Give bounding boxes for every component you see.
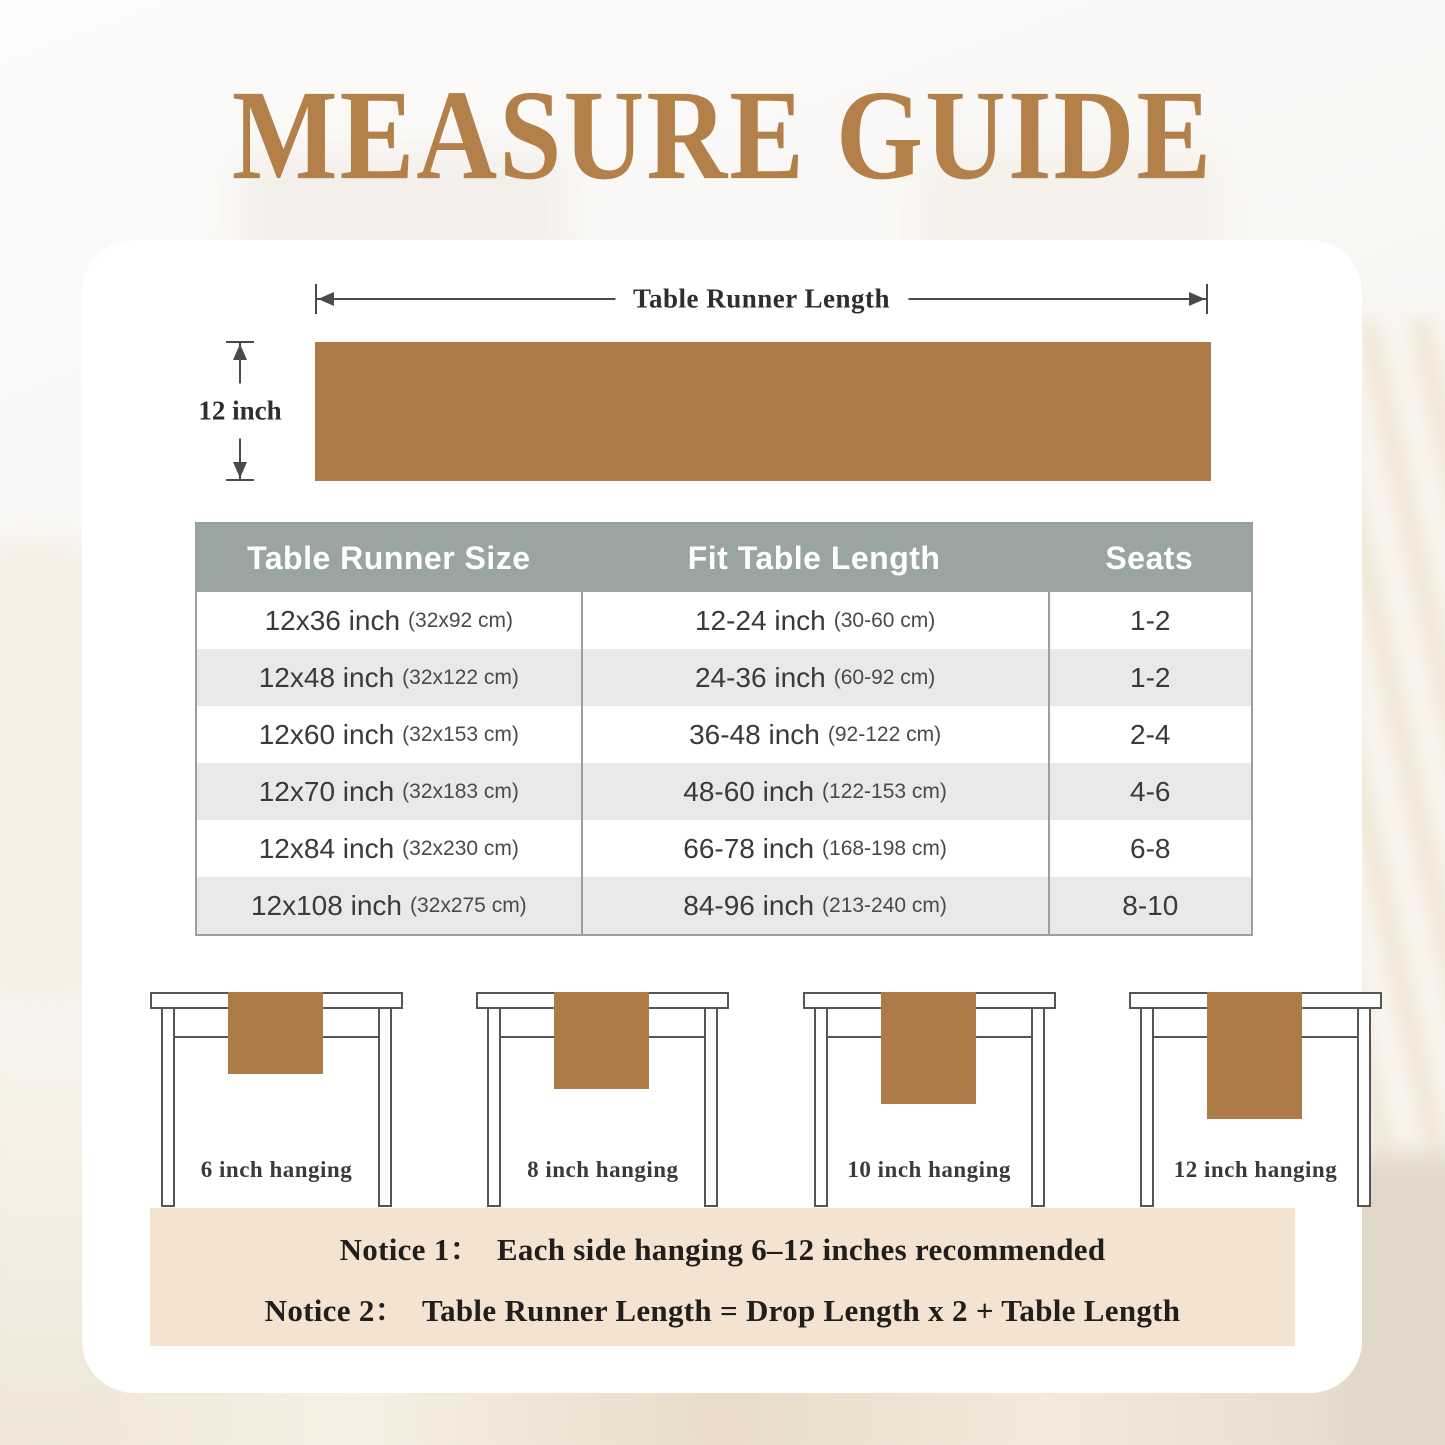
- runner-drape: [228, 992, 323, 1074]
- table-row: [197, 763, 1251, 820]
- runner-size-value: 12x70 inch: [258, 775, 395, 807]
- size-table-header: [197, 524, 1251, 592]
- length-dimension: [315, 284, 1208, 314]
- notice-text: Table Runner Length = Drop Length x 2 + Table Length: [421, 1293, 1181, 1328]
- fit-length-value: 24-36 inch: [694, 661, 826, 693]
- runner-size-cell: [197, 592, 581, 649]
- runner-size-value: 12x48 inch: [258, 661, 395, 693]
- seats-cell: [1048, 706, 1251, 763]
- seats-cell: [1048, 820, 1251, 877]
- seats-value: 4-6: [1130, 775, 1171, 807]
- runner-swatch: [315, 342, 1211, 481]
- fit-length-cm-value: (168-198 cm): [822, 836, 947, 860]
- table-illustration: [803, 992, 1056, 1232]
- fit-length-value: 36-48 inch: [689, 718, 820, 750]
- runner-size-cm-value: (32x153 cm): [402, 722, 519, 746]
- fit-length-value: 48-60 inch: [683, 775, 815, 807]
- table-illustration: [476, 992, 729, 1232]
- notice-label: Notice 1：: [339, 1232, 481, 1267]
- table-row: [197, 649, 1251, 706]
- fit-length-value: 12-24 inch: [694, 604, 826, 636]
- runner-drape: [881, 992, 976, 1104]
- runner-size-cm-value: (32x92 cm): [408, 608, 514, 632]
- fit-length-cm-value: (30-60 cm): [833, 608, 936, 632]
- fit-length-cell: [581, 820, 1048, 877]
- background-blur-table-left: [0, 540, 95, 1000]
- header-cell-fit-length: Fit Table Length: [687, 539, 941, 576]
- table-row: [197, 820, 1251, 877]
- table-row: [197, 706, 1251, 763]
- runner-size-cell: [197, 877, 581, 934]
- seats-cell: [1048, 649, 1251, 706]
- runner-size-value: 12x84 inch: [258, 832, 395, 864]
- table-illustration: [1129, 992, 1382, 1232]
- fit-length-cell: [581, 706, 1048, 763]
- hanging-label: 10 inch hanging: [847, 1157, 1011, 1182]
- seats-value: 1-2: [1130, 604, 1171, 636]
- fit-length-cm-value: (60-92 cm): [833, 665, 936, 689]
- runner-size-value: 12x36 inch: [264, 604, 401, 636]
- runner-size-value: 12x108 inch: [250, 889, 402, 921]
- width-dimension: [198, 341, 282, 481]
- notice-label: Notice 2：: [264, 1293, 406, 1328]
- hanging-label: 6 inch hanging: [200, 1157, 353, 1182]
- right-arrowhead-icon: [1189, 292, 1205, 306]
- runner-drape: [554, 992, 649, 1089]
- seats-value: 6-8: [1130, 832, 1171, 864]
- runner-drape: [1207, 992, 1302, 1119]
- fit-length-cell: [581, 763, 1048, 820]
- hanging-label: 12 inch hanging: [1173, 1157, 1338, 1182]
- seats-cell: [1048, 877, 1251, 934]
- runner-size-cm-value: (32x275 cm): [409, 893, 527, 917]
- hanging-illustrations: [150, 992, 1382, 1232]
- width-dimension-label: 12 inch: [190, 384, 289, 439]
- header-cell-seats: Seats: [1105, 539, 1194, 576]
- runner-size-cell: [197, 820, 581, 877]
- fit-length-value: 66-78 inch: [683, 832, 815, 864]
- seats-value: 1-2: [1130, 661, 1171, 693]
- fit-length-cell: [581, 649, 1048, 706]
- notice-line: [265, 1285, 1181, 1330]
- measure-card: [82, 240, 1362, 1393]
- runner-size-cell: [197, 649, 581, 706]
- down-arrowhead-icon: [233, 462, 247, 478]
- fit-length-value: 84-96 inch: [683, 889, 815, 921]
- runner-size-cm-value: (32x230 cm): [402, 836, 519, 860]
- table-row: [197, 877, 1251, 934]
- size-table: [195, 522, 1253, 936]
- runner-size-cm-value: (32x183 cm): [402, 779, 519, 803]
- header-cell-runner-size: Table Runner Size: [247, 539, 531, 576]
- runner-size-value: 12x60 inch: [258, 718, 395, 750]
- runner-size-cell: [197, 706, 581, 763]
- left-arrowhead-icon: [318, 292, 334, 306]
- length-dimension-label: Table Runner Length: [615, 282, 908, 317]
- table-illustration: [150, 992, 403, 1232]
- up-arrowhead-icon: [233, 344, 247, 360]
- fit-length-cell: [581, 592, 1048, 649]
- dimension-end-bar-bottom: [226, 479, 254, 481]
- runner-size-cm-value: (32x122 cm): [402, 665, 519, 689]
- notice-box: [150, 1208, 1295, 1346]
- hanging-label: 8 inch hanging: [527, 1157, 679, 1182]
- seats-cell: [1048, 592, 1251, 649]
- fit-length-cm-value: (122-153 cm): [822, 779, 947, 803]
- seats-value: 8-10: [1122, 889, 1179, 921]
- dimension-end-bar-right: [1206, 284, 1208, 314]
- size-table-body: [197, 592, 1251, 934]
- runner-size-cell: [197, 763, 581, 820]
- notice-line: [340, 1224, 1106, 1269]
- seats-value: 2-4: [1130, 718, 1171, 750]
- fit-length-cm-value: (92-122 cm): [827, 722, 942, 746]
- table-row: [197, 592, 1251, 649]
- fit-length-cell: [581, 877, 1048, 934]
- fit-length-cm-value: (213-240 cm): [822, 893, 947, 917]
- notice-text: Each side hanging 6–12 inches recommended: [496, 1232, 1106, 1267]
- page-title: MEASURE GUIDE: [231, 64, 1214, 207]
- seats-cell: [1048, 763, 1251, 820]
